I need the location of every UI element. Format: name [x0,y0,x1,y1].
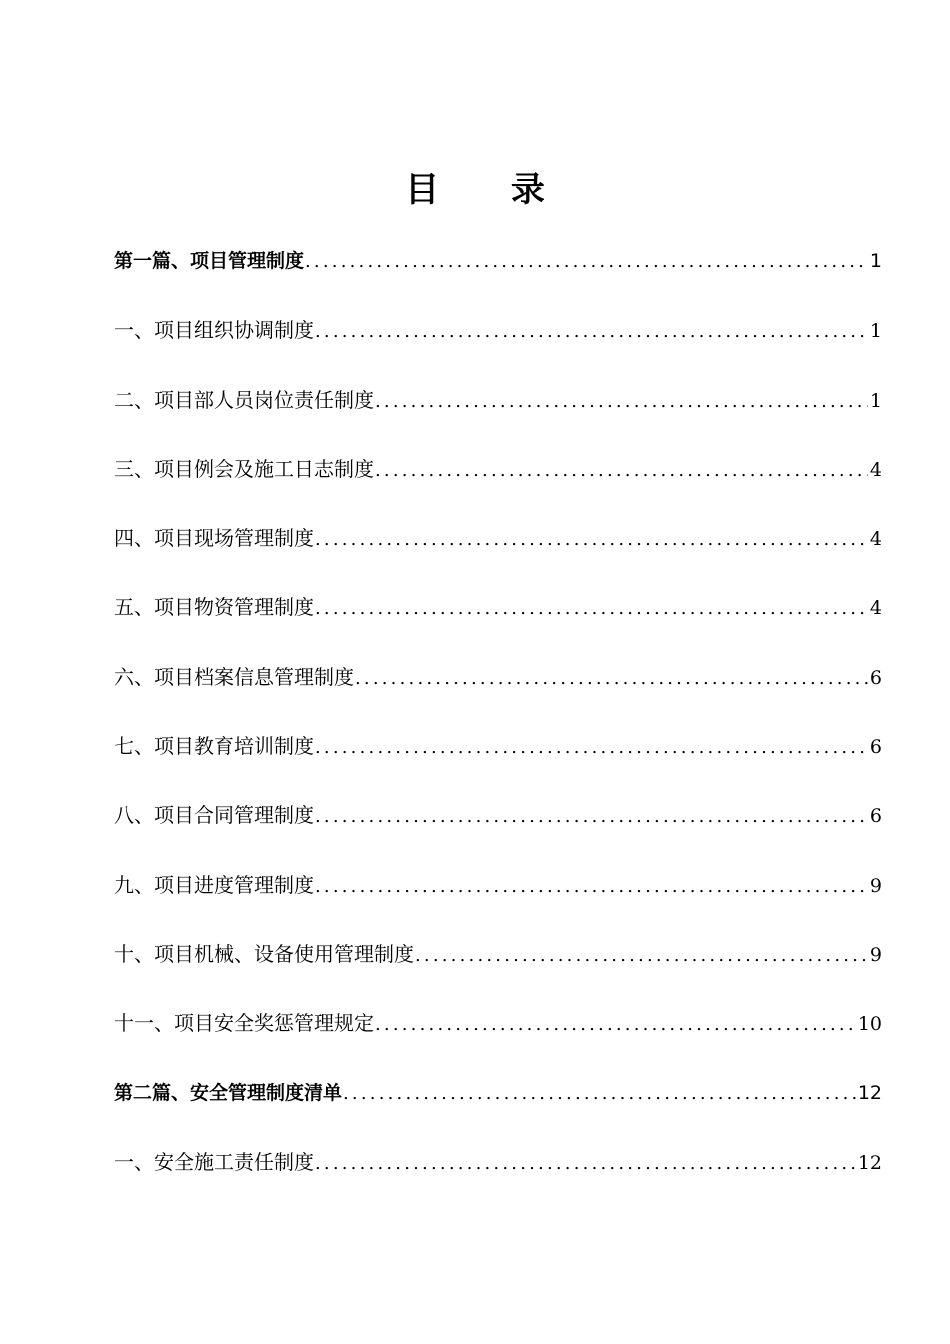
toc-entry-label: 三、项目例会及施工日志制度 [114,456,374,481]
toc-entry-label: 第二篇、安全管理制度清单 [114,1081,343,1104]
toc-entry-page: 1 [869,320,882,343]
toc-entry-label: 一、项目组织协调制度 [114,318,314,343]
dot-leader [375,380,868,424]
toc-entry-page: 12 [857,1151,882,1174]
dot-leader [315,795,868,839]
toc-entry[interactable] [114,447,882,516]
toc-entry-page: 1 [869,389,882,412]
dot-leader [375,1003,856,1047]
toc-title: 目 录 [405,170,575,210]
toc-entry[interactable] [114,793,882,862]
toc-entry-page: 9 [869,874,882,897]
toc-entry-label: 七、项目教育培训制度 [114,734,314,759]
toc-entry-label: 九、项目进度管理制度 [114,872,314,897]
table-of-contents [114,239,882,1209]
dot-leader [415,934,868,978]
dot-leader [315,518,868,562]
toc-entry-page: 6 [869,805,882,828]
dot-leader [315,865,868,909]
toc-entry[interactable] [114,378,882,447]
dot-leader [343,1072,856,1116]
toc-entry-label: 五、项目物资管理制度 [114,595,314,620]
dot-leader [375,449,868,493]
dot-leader [355,657,868,701]
toc-entry-page: 6 [869,666,882,689]
toc-entry-label: 六、项目档案信息管理制度 [114,664,354,689]
toc-entry-label: 一、安全施工责任制度 [114,1149,314,1174]
dot-leader [315,1142,856,1186]
toc-entry-page: 12 [857,1081,882,1104]
toc-entry-page: 4 [869,458,882,481]
toc-entry-label: 四、项目现场管理制度 [114,526,314,551]
toc-entry[interactable] [114,308,882,377]
toc-entry[interactable] [114,585,882,654]
toc-entry-label: 第一篇、项目管理制度 [114,250,305,272]
toc-entry[interactable] [114,724,882,793]
dot-leader [315,310,868,354]
dot-leader [305,240,868,284]
toc-entry-page: 6 [869,736,882,759]
toc-entry[interactable] [114,655,882,724]
toc-entry-label: 二、项目部人员岗位责任制度 [114,387,374,412]
dot-leader [315,726,868,770]
toc-entry[interactable] [114,932,882,1001]
toc-entry-page: 9 [869,943,882,966]
toc-entry-page: 1 [869,250,882,272]
toc-entry[interactable] [114,516,882,585]
toc-entry-label: 八、项目合同管理制度 [114,803,314,828]
toc-entry-page: 4 [869,597,882,620]
toc-entry[interactable] [114,863,882,932]
dot-leader [315,587,868,631]
toc-entry[interactable] [114,1140,882,1209]
toc-entry-label: 十、项目机械、设备使用管理制度 [114,941,414,966]
toc-entry-label: 十一、项目安全奖惩管理规定 [114,1011,374,1036]
toc-entry[interactable] [114,1001,882,1070]
toc-entry-part-1[interactable] [114,239,882,308]
toc-entry-page: 10 [857,1013,882,1036]
toc-entry-page: 4 [869,528,882,551]
toc-entry-part-2[interactable] [114,1071,882,1140]
